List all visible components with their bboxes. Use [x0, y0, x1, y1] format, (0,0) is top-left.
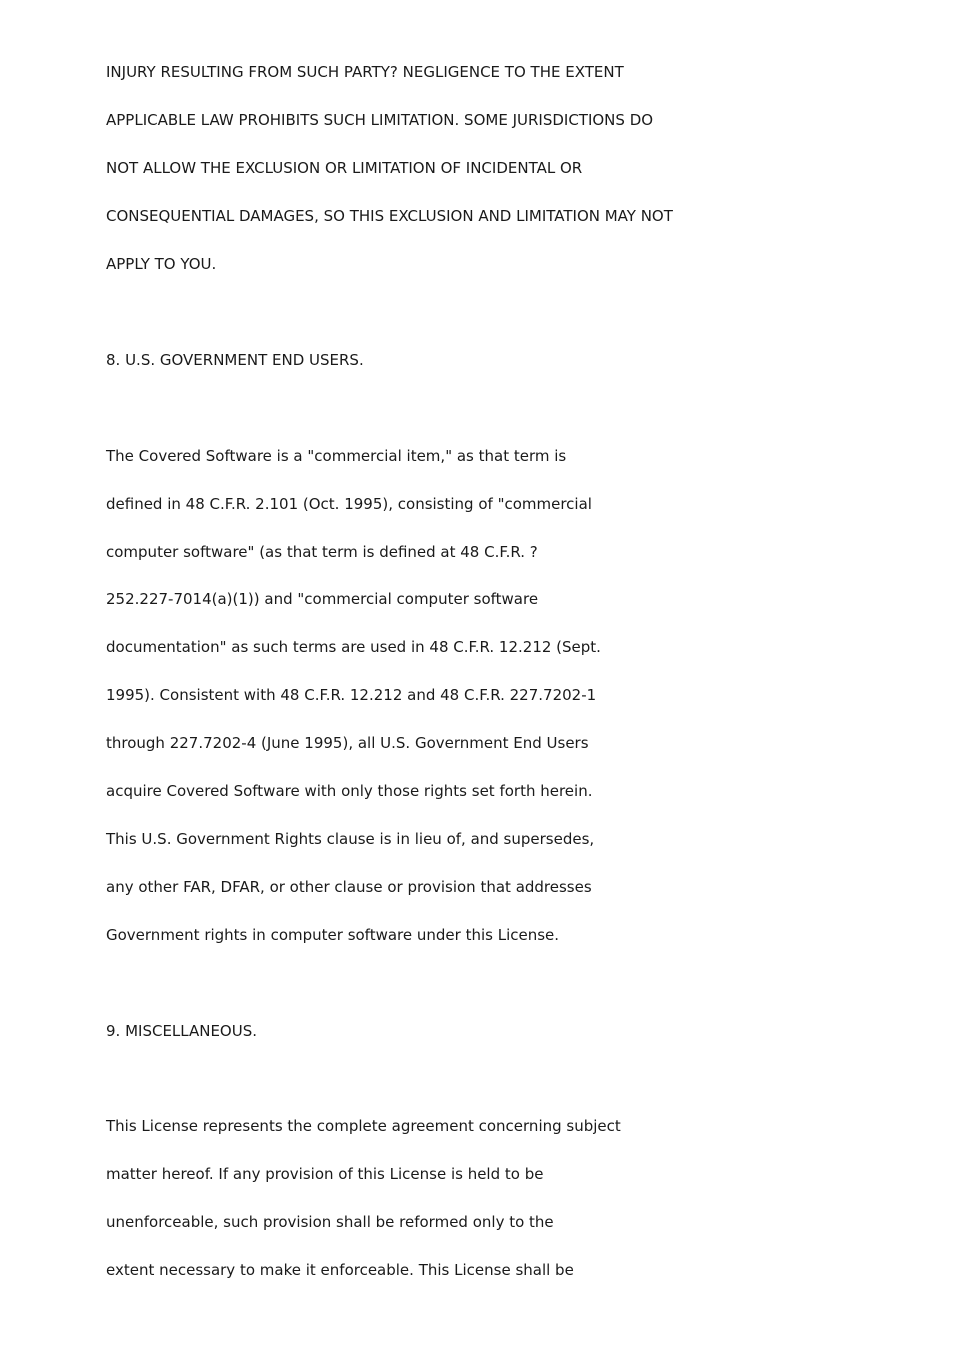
text-line: This U.S. Government Rights clause is in lieu of, and supersedes,: [106, 830, 595, 848]
text-line: NOT ALLOW THE EXCLUSION OR LIMITATION OF INCIDENTAL OR: [106, 159, 583, 177]
text-line: INJURY RESULTING FROM SUCH PARTY? NEGLIGENCE TO THE EXTENT: [106, 63, 624, 81]
section-heading: 9. MISCELLANEOUS.: [106, 1022, 258, 1040]
text-line: matter hereof. If any provision of this License is held to be: [106, 1165, 544, 1183]
text-line: 252.227-7014(a)(1)) and "commercial computer software: [106, 590, 539, 608]
text-line: through 227.7202-4 (June 1995), all U.S. Government End Users: [106, 734, 589, 752]
text-line: APPLICABLE LAW PROHIBITS SUCH LIMITATION. SOME JURISDICTIONS DO: [106, 111, 654, 129]
text-line: any other FAR, DFAR, or other clause or provision that addresses: [106, 878, 592, 896]
text-line: APPLY TO YOU.: [106, 255, 217, 273]
text-line: extent necessary to make it enforceable. This License shall be: [106, 1261, 574, 1279]
text-line: unenforceable, such provision shall be reformed only to the: [106, 1213, 554, 1231]
text-line: computer software" (as that term is defined at 48 C.F.R. ?: [106, 543, 538, 561]
text-line: 1995). Consistent with 48 C.F.R. 12.212 and 48 C.F.R. 227.7202-1: [106, 686, 597, 704]
section-heading: 8. U.S. GOVERNMENT END USERS.: [106, 351, 364, 369]
text-line: CONSEQUENTIAL DAMAGES, SO THIS EXCLUSION AND LIMITATION MAY NOT: [106, 207, 673, 225]
text-line: defined in 48 C.F.R. 2.101 (Oct. 1995), consisting of "commercial: [106, 495, 592, 513]
text-line: This License represents the complete agreement concerning subject: [106, 1117, 621, 1135]
text-line: acquire Covered Software with only those rights set forth herein.: [106, 782, 593, 800]
text-line: documentation" as such terms are used in 48 C.F.R. 12.212 (Sept.: [106, 638, 601, 656]
text-line: Government rights in computer software under this License.: [106, 926, 560, 944]
text-line: The Covered Software is a "commercial item," as that term is: [106, 447, 567, 465]
